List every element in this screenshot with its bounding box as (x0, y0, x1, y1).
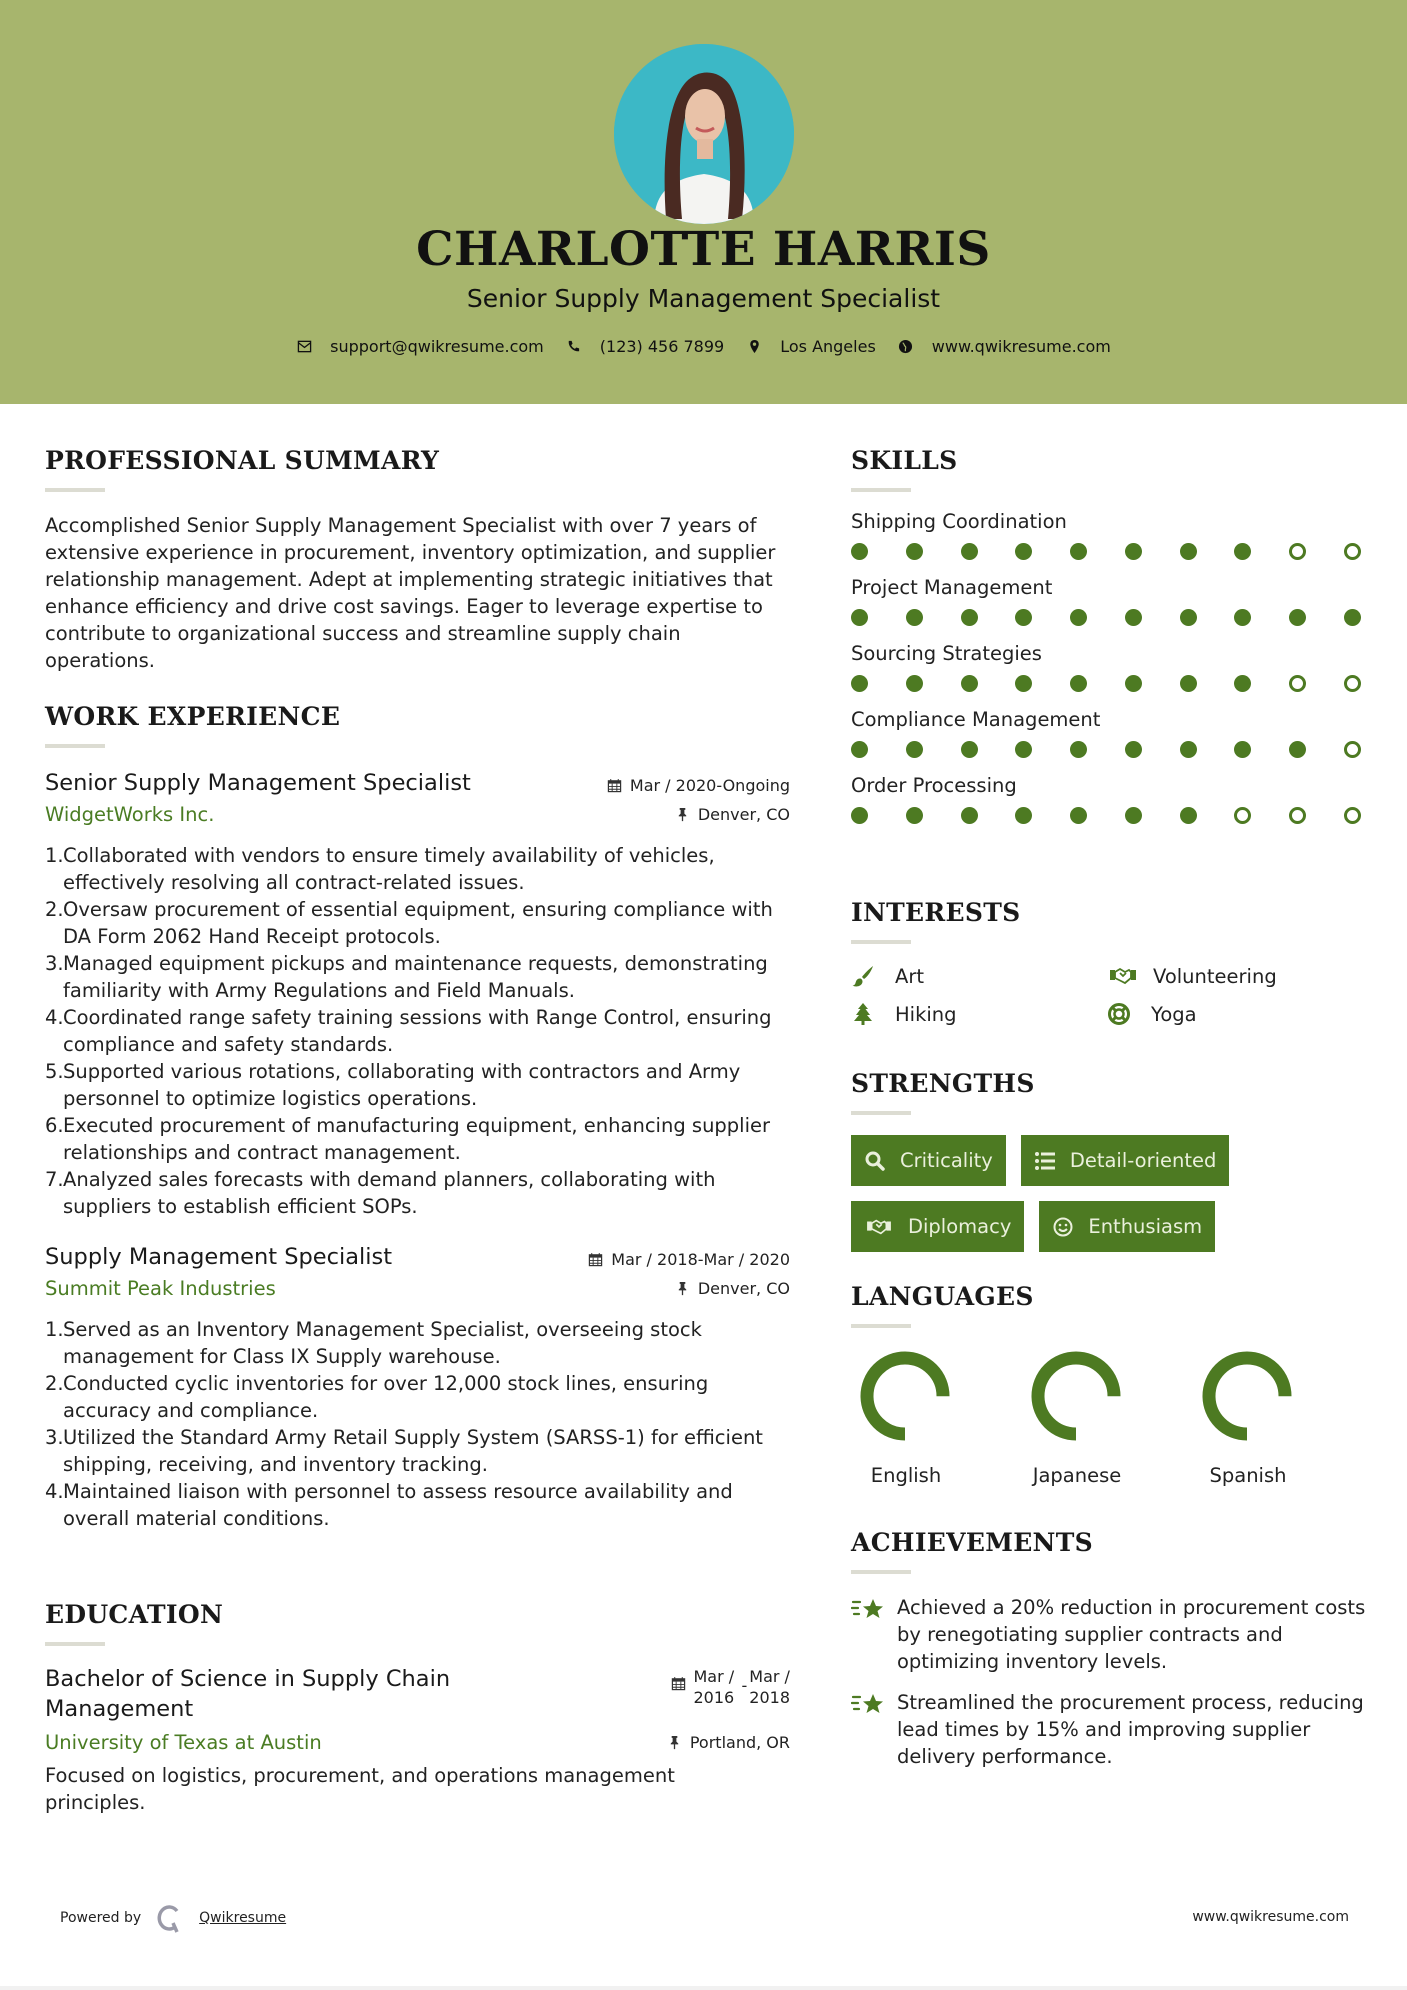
languages-heading: LANGUAGES (851, 1282, 1034, 1311)
section-divider (45, 1642, 105, 1646)
language-label: Japanese (1032, 1464, 1122, 1487)
phone-text: (123) 456 7899 (599, 337, 725, 356)
candidate-title: Senior Supply Management Specialist (466, 284, 941, 313)
filled-dot-icon (1234, 609, 1251, 626)
filled-dot-icon (906, 807, 923, 824)
section-divider (45, 488, 105, 492)
filled-dot-icon (1125, 807, 1142, 824)
filled-dot-icon (1234, 741, 1251, 758)
job-location: Denver, CO (675, 805, 790, 824)
filled-dot-icon (1125, 543, 1142, 560)
filled-dot-icon (1180, 543, 1197, 560)
education-dates: Mar / 2016 - Mar / 2018 (671, 1666, 791, 1724)
candidate-name: CHARLOTTE HARRIS (416, 222, 991, 277)
email-text: support@qwikresume.com (330, 337, 544, 356)
progress-ring-icon (1030, 1350, 1122, 1442)
filled-dot-icon (851, 609, 868, 626)
calendar-icon (588, 1252, 603, 1267)
contact-email[interactable] (296, 337, 544, 356)
education-description: Focused on logistics, procurement, and operations management principles. (45, 1764, 675, 1814)
section-divider (851, 1111, 911, 1115)
filled-dot-icon (1180, 741, 1197, 758)
skill-rating (851, 741, 1361, 758)
website-text: www.qwikresume.com (931, 337, 1111, 356)
qwikresume-link[interactable]: Qwikresume (199, 1910, 287, 1926)
bullet-item: 6. Executed procurement of manufacturing equipment, enhancing supplier relationships and contract management. (45, 1114, 771, 1164)
contact-row (0, 337, 1407, 356)
filled-dot-icon (1125, 609, 1142, 626)
filled-dot-icon (1234, 543, 1251, 560)
filled-dot-icon (1289, 609, 1306, 626)
skill-label: Shipping Coordination (851, 510, 1067, 533)
filled-dot-icon (906, 543, 923, 560)
summary-heading: PROFESSIONAL SUMMARY (45, 446, 440, 475)
company-name: Summit Peak Industries (45, 1277, 276, 1300)
list-icon (1034, 1150, 1056, 1172)
skill-rating (851, 807, 1361, 824)
filled-dot-icon (1234, 675, 1251, 692)
filled-dot-icon (1070, 543, 1087, 560)
skills-heading: SKILLS (851, 446, 958, 475)
filled-dot-icon (1015, 741, 1032, 758)
education-location: Portland, OR (667, 1733, 790, 1752)
skill-label: Compliance Management (851, 708, 1101, 731)
qwikresume-logo-icon (155, 1903, 185, 1933)
filled-dot-icon (1125, 741, 1142, 758)
pushpin-icon (675, 1281, 690, 1296)
education-heading: EDUCATION (45, 1600, 224, 1629)
job-entry (45, 770, 790, 1220)
filled-dot-icon (1015, 807, 1032, 824)
achievements-section (851, 1528, 1371, 1770)
job-bullets (45, 842, 790, 1220)
experience-section (45, 702, 790, 1532)
handshake-icon (864, 1216, 894, 1238)
filled-dot-icon (851, 807, 868, 824)
progress-ring-icon (1201, 1350, 1293, 1442)
achievement-item: Achieved a 20% reduction in procurement costs by renegotiating supplier contracts and optimizing inventory levels. (851, 1594, 1371, 1675)
bullet-item: 3. Utilized the Standard Army Retail Supply System (SARSS-1) for efficient shipping, receiving, and inventory tracking. (45, 1426, 763, 1476)
strength-diplomacy: Diplomacy (851, 1201, 1024, 1252)
filled-dot-icon (1015, 543, 1032, 560)
experience-heading: WORK EXPERIENCE (45, 702, 341, 731)
filled-dot-icon (851, 543, 868, 560)
filled-dot-icon (906, 741, 923, 758)
powered-by: Powered by Qwikresume (60, 1903, 286, 1933)
shooting-star-icon (851, 1596, 885, 1622)
section-divider (851, 488, 911, 492)
filled-dot-icon (851, 675, 868, 692)
skill-item (851, 510, 1361, 560)
phone-icon (566, 339, 582, 355)
job-entry (45, 1244, 790, 1532)
languages-list (851, 1350, 1364, 1487)
filled-dot-icon (1180, 675, 1197, 692)
interest-volunteering: Volunteering (1107, 964, 1357, 988)
skill-label: Order Processing (851, 774, 1017, 797)
language-label: Spanish (1209, 1464, 1287, 1487)
strengths-section (851, 1069, 1371, 1267)
filled-dot-icon (1070, 675, 1087, 692)
footer-website-link[interactable]: www.qwikresume.com (1192, 1909, 1349, 1925)
bullet-item: 1. Collaborated with vendors to ensure timely availability of vehicles, effectively resolving all contract-related issues. (45, 844, 715, 894)
achievement-item: Streamlined the procurement process, reducing lead times by 15% and improving supplier delivery performance. (851, 1689, 1371, 1770)
paintbrush-icon (851, 964, 875, 988)
handshake-icon (1107, 964, 1139, 988)
education-section (45, 1600, 790, 1816)
map-marker-icon (746, 339, 762, 355)
bullet-item: 4. Coordinated range safety training sessions with Range Control, ensuring compliance and safety standards. (45, 1006, 772, 1056)
skill-label: Project Management (851, 576, 1053, 599)
location-text: Los Angeles (780, 337, 876, 356)
progress-ring-icon (859, 1350, 951, 1442)
filled-dot-icon (1289, 741, 1306, 758)
interests-heading: INTERESTS (851, 898, 1021, 927)
company-name: WidgetWorks Inc. (45, 803, 215, 826)
filled-dot-icon (961, 807, 978, 824)
language-item (851, 1350, 1022, 1487)
language-item (1022, 1350, 1193, 1487)
skill-rating (851, 675, 1361, 692)
bullet-item: 2. Conducted cyclic inventories for over 12,000 stock lines, ensuring accuracy and compliance. (45, 1372, 709, 1422)
empty-dot-icon (1344, 543, 1361, 560)
filled-dot-icon (961, 675, 978, 692)
filled-dot-icon (1125, 675, 1142, 692)
skills-section (851, 446, 1361, 840)
section-divider (45, 744, 105, 748)
summary-section (45, 446, 790, 674)
filled-dot-icon (1180, 807, 1197, 824)
language-item (1193, 1350, 1364, 1487)
contact-location (746, 337, 876, 356)
skill-item (851, 774, 1361, 824)
filled-dot-icon (906, 675, 923, 692)
skill-rating (851, 609, 1361, 626)
filled-dot-icon (961, 741, 978, 758)
skill-item (851, 708, 1361, 758)
skill-label: Sourcing Strategies (851, 642, 1042, 665)
empty-dot-icon (1344, 741, 1361, 758)
header-banner (0, 0, 1407, 404)
skill-rating (851, 543, 1361, 560)
achievements-heading: ACHIEVEMENTS (851, 1528, 1093, 1557)
search-icon (864, 1150, 886, 1172)
interest-hiking: Hiking (851, 1002, 1107, 1026)
empty-dot-icon (1289, 543, 1306, 560)
job-bullets (45, 1316, 790, 1532)
contact-phone[interactable] (566, 337, 724, 356)
skills-list (851, 510, 1361, 824)
filled-dot-icon (1180, 609, 1197, 626)
bullet-item: 3. Managed equipment pickups and maintenance requests, demonstrating familiarity with Army Regulations and Field Manuals. (45, 952, 768, 1002)
filled-dot-icon (961, 543, 978, 560)
filled-dot-icon (1070, 741, 1087, 758)
strength-enthusiasm: Enthusiasm (1039, 1201, 1215, 1252)
languages-section (851, 1282, 1364, 1487)
skill-item (851, 576, 1361, 626)
strength-detail-oriented: Detail-oriented (1021, 1135, 1230, 1186)
job-dates: Mar / 2018-Mar / 2020 (588, 1250, 790, 1269)
filled-dot-icon (906, 609, 923, 626)
job-title: Senior Supply Management Specialist (45, 770, 471, 796)
profile-photo-icon (614, 44, 794, 224)
tree-icon (851, 1002, 875, 1026)
globe-icon (898, 339, 914, 355)
empty-dot-icon (1234, 807, 1251, 824)
smile-icon (1052, 1216, 1074, 1238)
filled-dot-icon (961, 609, 978, 626)
life-ring-icon (1107, 1002, 1131, 1026)
job-title: Supply Management Specialist (45, 1244, 393, 1270)
filled-dot-icon (1015, 675, 1032, 692)
empty-dot-icon (1289, 675, 1306, 692)
section-divider (851, 1324, 911, 1328)
calendar-icon (671, 1676, 686, 1691)
school-name: University of Texas at Austin (45, 1731, 322, 1754)
interest-art: Art (851, 964, 1107, 988)
bullet-item: 5. Supported various rotations, collaborating with contractors and Army personnel to optimize logistics operations. (45, 1060, 741, 1110)
empty-dot-icon (1289, 807, 1306, 824)
filled-dot-icon (1070, 609, 1087, 626)
job-location: Denver, CO (675, 1279, 790, 1298)
filled-dot-icon (1070, 807, 1087, 824)
bullet-item: 1. Served as an Inventory Management Specialist, overseeing stock management for Class IX Supply warehouse. (45, 1318, 702, 1368)
empty-dot-icon (1344, 675, 1361, 692)
section-divider (851, 940, 911, 944)
strengths-heading: STRENGTHS (851, 1069, 1035, 1098)
degree-title: Bachelor of Science in Supply Chain Management (45, 1666, 451, 1722)
strength-criticality: Criticality (851, 1135, 1006, 1186)
empty-dot-icon (1344, 807, 1361, 824)
bullet-item: 2. Oversaw procurement of essential equipment, ensuring compliance with DA Form 2062 Hand Receipt protocols. (45, 898, 773, 948)
interests-section (851, 898, 1357, 1026)
pushpin-icon (667, 1735, 682, 1750)
filled-dot-icon (1344, 609, 1361, 626)
skill-item (851, 642, 1361, 692)
language-label: English (870, 1464, 942, 1487)
filled-dot-icon (1015, 609, 1032, 626)
shooting-star-icon (851, 1691, 885, 1717)
calendar-icon (607, 778, 622, 793)
summary-text: Accomplished Senior Supply Management Specialist with over 7 years of extensive experience in procurement, inventory optimization, and supplier relationship management. Adept at implementing strategic initiatives that enhance efficiency and drive cost savings. Eager to leverage expertise to contribute to organizational success and streamline supply chain operations. (45, 514, 776, 672)
section-divider (851, 1570, 911, 1574)
pushpin-icon (675, 807, 690, 822)
page-bottom-edge (0, 1986, 1407, 1990)
footer (0, 1895, 1407, 1935)
bullet-item: 7. Analyzed sales forecasts with demand planners, collaborating with suppliers to establish efficient SOPs. (45, 1168, 716, 1218)
job-dates: Mar / 2020-Ongoing (607, 776, 790, 795)
avatar (614, 44, 794, 224)
filled-dot-icon (851, 741, 868, 758)
bullet-item: 4. Maintained liaison with personnel to assess resource availability and overall material conditions. (45, 1480, 733, 1530)
contact-website[interactable] (898, 337, 1111, 356)
interest-yoga: Yoga (1107, 1002, 1357, 1026)
envelope-icon (296, 339, 312, 355)
